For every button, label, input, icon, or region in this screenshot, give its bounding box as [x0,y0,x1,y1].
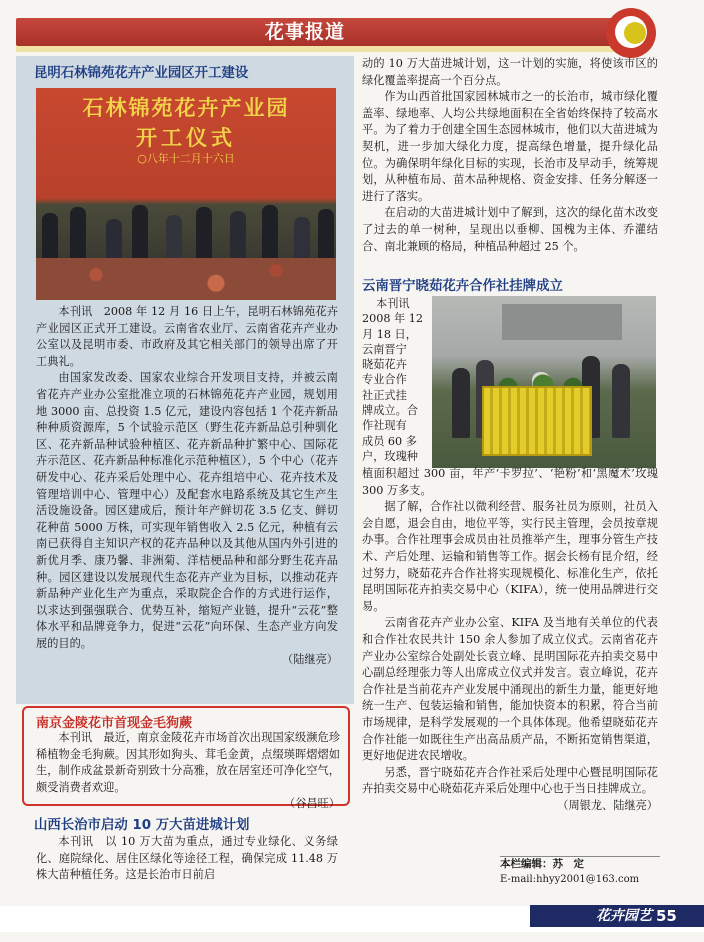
photo-building [502,304,622,340]
article-title-nanjing: 南京金陵花市首现金毛狗蕨 [36,716,193,731]
intro-line: 牌成立。合 [362,404,418,418]
article-title-jinning: 云南晋宁晓茹花卉合作社挂牌成立 [362,279,563,294]
paragraph: 作为山西首批国家园林城市之一的长治市，城市绿化覆盖率、绿地率、人均公共绿地面积在全省始终保持了较高水平。为了着力于创建全国生态园林城市，他们以大苗进城为契机，进一步加大绿化力度，提高绿色增量，提升绿化品位。为确保明年绿化目标的实现，长治市及早动手，统筹规划，从种植布局、苗木品种规格、资金安排、任务分解逐一进行了落实。 [362,90,658,203]
article-body-shilin [36,304,338,669]
intro-line: 2008 年 12 [362,312,424,326]
page-number: 55 [656,907,677,925]
article-intro-jinning [362,296,430,464]
footer-magazine-name: 花卉园艺 [596,908,652,924]
editor-label: 本栏编辑：苏 定 [500,858,584,870]
intro-line: 社正式挂 [362,388,407,402]
intro-line: 本刊讯 [376,297,410,310]
intro-line: 专业合作 [362,373,407,387]
byline-jinning: （周银龙、陆继亮） [557,798,658,812]
paragraph: 由国家发改委、国家农业综合开发项目支持，并被云南省花卉产业办公室批准立项的石林锦苑花卉产业园，规划用地 3000 亩、总投资 1.5 亿元，建设内容包括 1 个花卉新品种种质资源库，5 个试验示范区（野生花卉新品总引种驯化区、花卉新品种试验种植区、花卉新品种扩繁中心、国际花卉示范区、花卉新品种标准化示范种植区），5 个中心（花卉研发中心、花卉采后处理中心、花卉组培中心、花卉技术及管理培训中心、管理中心）及配套水电路系统及其它生产生活设施设备。园区建成后，预计年产鲜切花 3.5 亿支、鲜切花种苗 5000 万株，可实现年销售收入 2.5 亿元，种植有云南已获得自主知识产权的花卉品种以及其他从国内外引进的新优月季、康乃馨、非洲菊、洋桔梗品种和部分野生花卉品种。园区建设以发展现代生态花卉产业为目标，以推动花卉新品种产业化生产为重点，采取院企合作的方式进行运作，以求达到强强联合、优势互补，缩短产业链，提升“云花”整体水平和品牌竞争力，促进“云花”向环保、生态产业方向发展的目的。 [36,371,338,650]
paragraph: 云南省花卉产业办公室、KIFA 及当地有关单位的代表和合作社农民共计 150 余人参加了成立仪式。云南省花卉产业办公室综合处副处长袁立峰、昆明国际花卉拍卖交易中心副总经理张力等人出席成立仪式并发言。袁立峰说，花卉合作社是当前花卉产业发展中涌现出的新生力量，能更好地统一生产、包装运输和销售，能加快资本的积累，符合当前市场规律，是科学发展观的一个具体体现。他希望晓茹花卉合作社能一如既往生产出高品质产品，不断拓宽销售渠道，更好地促进农民增收。 [362,616,658,763]
byline-nanjing: （谷昌旺） [284,797,340,811]
photo-banner-line1: 石林锦苑花卉产业园 [82,96,290,120]
article-body-changzhi-start [36,834,338,884]
paragraph: 另悉，晋宁晓茹花卉合作社采后处理中心暨昆明国际花卉拍卖交易中心晓茹花卉采后处理中心也于当日挂牌成立。 [362,765,658,796]
editor-email: E-mail:hhyy2001@163.com [500,874,640,885]
intro-line: 云南晋宁 [362,342,407,356]
photo-cooperative-workers [432,296,656,468]
column-editor [500,856,660,888]
photo-banner-line2: 开工仪式 [136,126,236,150]
photo-crowd [36,203,336,263]
photo-soil [36,258,336,300]
article-body-changzhi-continued [362,56,658,255]
paragraph: 植面积超过 300 亩，年产‘卡罗拉’、‘艳粉’和‘黑魔术’玫瑰 300 万多支。 [362,467,658,497]
header-bar-underline [16,46,616,52]
article-body-jinning [362,466,658,814]
intro-line: 月 18 日， [362,327,417,341]
intro-line: 户，玫瑰种 [362,449,418,463]
intro-line: 作社现有 [362,419,407,433]
article-title-changzhi: 山西长治市启动 10 万大苗进城计划 [34,818,250,833]
intro-line: 晓茹花卉 [362,358,407,372]
article-title-shilin: 昆明石林锦苑花卉产业园区开工建设 [34,66,249,81]
magazine-logo-icon [606,8,656,58]
paragraph: 动的 10 万大苗进城计划，这一计划的实施，将使该市区的绿化覆盖率提高一个百分点。 [362,57,658,87]
byline-shilin: （陆继亮） [282,653,338,667]
paragraph: 本刊讯 2008 年 12 月 16 日上午，昆明石林锦苑花卉产业园区正式开工建设。云南省农业厅、云南省花卉产业办公室以及昆明市委、市政府及其它相关部门的领导出席了开工典礼。 [36,305,338,368]
paragraph: 本刊讯 最近，南京金陵花卉市场首次出现国家级濒危珍稀植物金毛狗蕨。因其形如狗头、茸毛金黄，点缀瑛晖熠熠如生，制作成盆景新奇别致十分高雅，放在居室还可净化空气，颇受消费者欢迎。 [36,731,340,794]
section-title: 花事报道 [264,21,345,43]
intro-line: 成员 60 多 [362,434,417,448]
article-body-nanjing [36,730,340,813]
paragraph: 本刊讯 以 10 万大苗为重点，通过专业绿化、义务绿化、庭院绿化、居住区绿化等途径工程，确保完成 11.48 万株大苗种植任务。这是长治市日前启 [36,835,338,882]
photo-groundbreaking-ceremony [36,88,336,300]
paragraph: 在启动的大苗进城计划中了解到，这次的绿化苗木改变了过去的单一树种，呈现出以垂柳、国槐为主体、乔灌结合、南北兼顾的格局，种植品种超过 25 个。 [362,206,658,253]
paragraph: 据了解，合作社以微利经营、服务社员为原则，社员入会自愿，退会自由，地位平等，实行民主管理，会员按章规办事。合作社理事会成员由社员推举产生，理事分管生产技术、产后处理、运输和销售等工作。据会长杨有昆介绍，经过努力，晓茹花卉合作社将实现规模化、标准化生产，依托昆明国际花卉拍卖交易中心（KIFA），统一使用品牌进行交易。 [362,500,658,613]
photo-yellow-crate [482,386,592,456]
photo-banner-date: ○八年十二月十六日 [137,152,235,165]
